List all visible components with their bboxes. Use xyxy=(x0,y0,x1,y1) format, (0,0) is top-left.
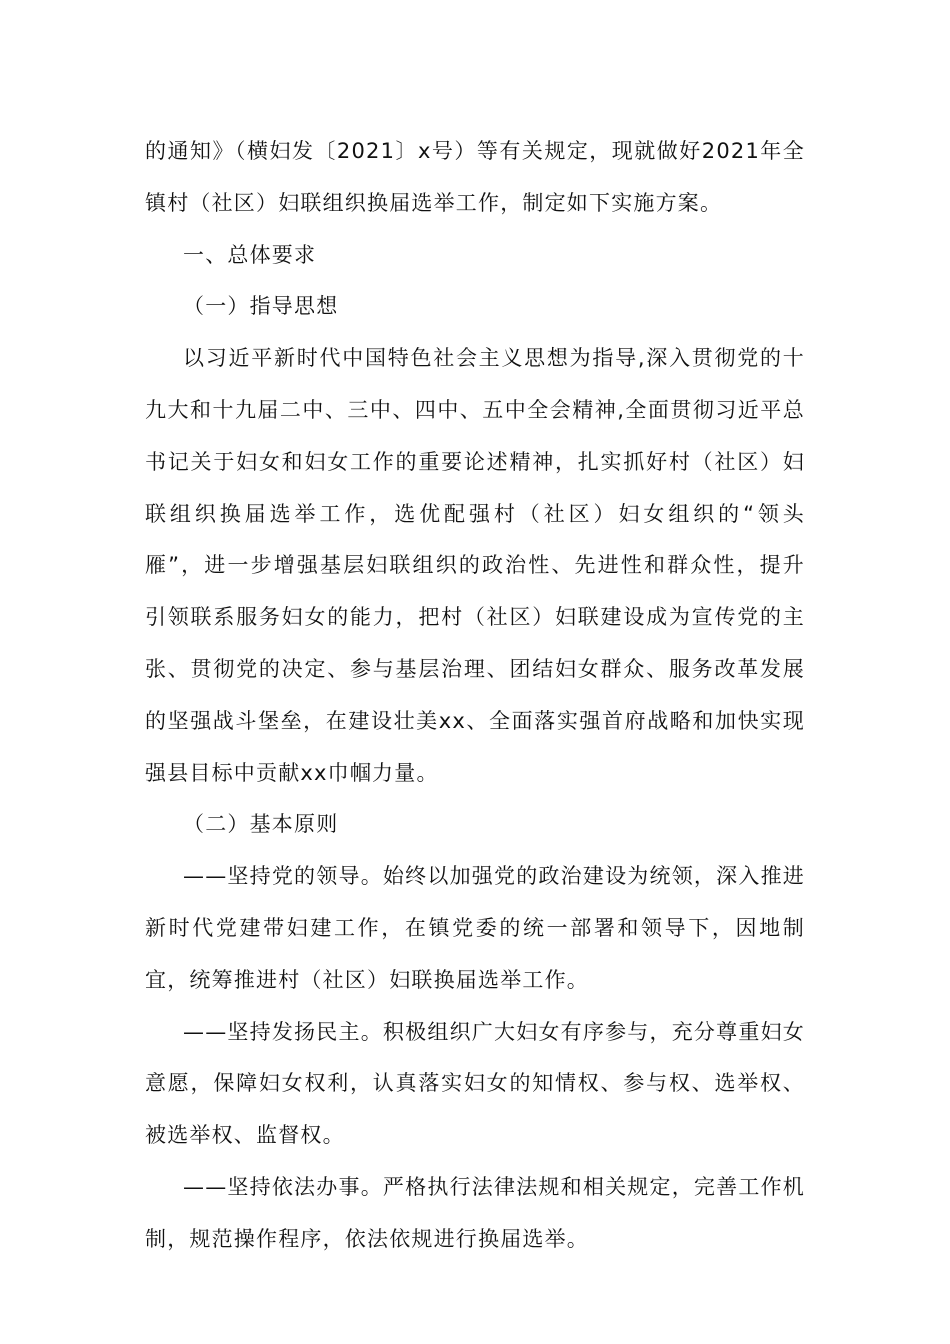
text-line: 雁”，进一步增强基层妇联组织的政治性、先进性和群众性，提升 xyxy=(145,553,805,578)
paragraph-first-line: 以习近平新时代中国特色社会主义思想为指导,深入贯彻党的十 xyxy=(183,346,805,371)
text-line: 镇村（社区）妇联组织换届选举工作，制定如下实施方案。 xyxy=(145,190,723,215)
text-line: 联组织换届选举工作，选优配强村（社区）妇女组织的“领头 xyxy=(145,501,805,526)
text-line: 张、贯彻党的决定、参与基层治理、团结妇女群众、服务改革发展 xyxy=(145,656,805,681)
text-line: 的坚强战斗堡垒，在建设壮美xx、全面落实强首府战略和加快实现 xyxy=(145,708,805,733)
text-line: 的通知》（横妇发〔2021〕x号）等有关规定，现就做好2021年全 xyxy=(145,139,805,163)
paragraph-first-line: ——坚持依法办事。严格执行法律法规和相关规定，完善工作机 xyxy=(183,1174,805,1199)
document-body xyxy=(145,126,805,1266)
text-line: 宜，统筹推进村（社区）妇联换届选举工作。 xyxy=(145,967,589,992)
text-line: 意愿，保障妇女权利，认真落实妇女的知情权、参与权、选举权、 xyxy=(145,1071,805,1096)
text-line: 强县目标中贡献xx巾帼力量。 xyxy=(145,760,439,785)
text-line: 书记关于妇女和妇女工作的重要论述精神，扎实抓好村（社区）妇 xyxy=(145,449,805,474)
subsection-heading: （二）基本原则 xyxy=(183,812,339,837)
text-line: 新时代党建带妇建工作，在镇党委的统一部署和领导下，因地制 xyxy=(145,915,805,940)
text-line: 制，规范操作程序，依法依规进行换届选举。 xyxy=(145,1226,589,1251)
text-line: 被选举权、监督权。 xyxy=(145,1123,345,1148)
paragraph-first-line: ——坚持党的领导。始终以加强党的政治建设为统领，深入推进 xyxy=(183,864,805,889)
section-heading: 一、总体要求 xyxy=(183,242,317,267)
subsection-heading: （一）指导思想 xyxy=(183,294,339,319)
text-line: 九大和十九届二中、三中、四中、五中全会精神,全面贯彻习近平总 xyxy=(145,397,805,422)
text-line: 引领联系服务妇女的能力，把村（社区）妇联建设成为宣传党的主 xyxy=(145,605,805,630)
paragraph-first-line: ——坚持发扬民主。积极组织广大妇女有序参与，充分尊重妇女 xyxy=(183,1019,805,1044)
